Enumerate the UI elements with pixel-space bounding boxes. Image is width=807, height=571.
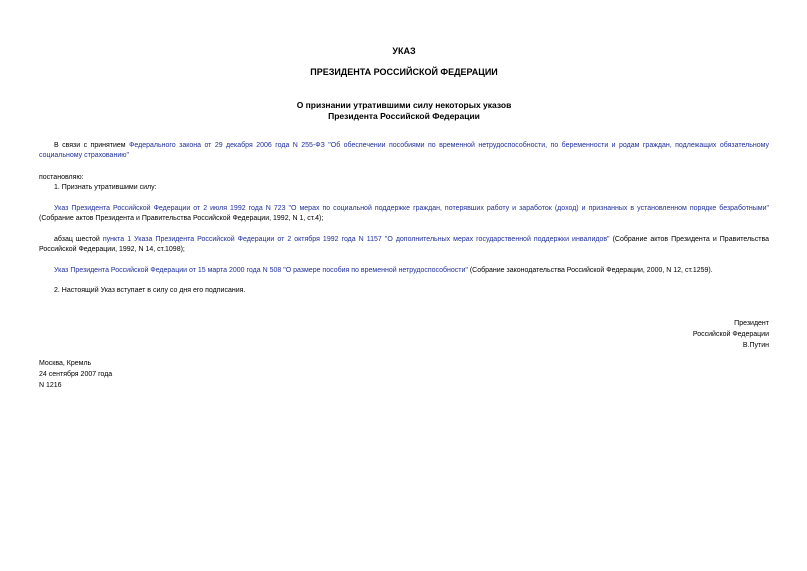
date-text: 24 сентября 2007 года xyxy=(39,371,113,378)
signature-block xyxy=(693,318,769,351)
preamble-text: В связи с принятием xyxy=(54,142,130,149)
document-issuer: ПРЕЗИДЕНТА РОССИЙСКОЙ ФЕДЕРАЦИИ xyxy=(310,67,498,77)
subitem-1 xyxy=(39,204,769,223)
signature-country: Российской Федерации xyxy=(692,331,769,338)
subitem-2-prefix: абзац шестой xyxy=(54,236,103,243)
subitem-2-suffix: (Собрание актов Президента и Правительства Российской Федерации, 1992, N 14, ст.1098); xyxy=(39,236,769,253)
document-page xyxy=(39,0,769,571)
subitem-2 xyxy=(39,235,769,254)
decree-1157-link[interactable]: пункта 1 Указа Президента Российской Федерации от 2 октября 1992 года N 1157 "О дополнительных мерах государственной поддержки инвалидов" xyxy=(102,236,610,243)
decree-508-link[interactable]: Указ Президента Российской Федерации от 15 марта 2000 года N 508 "О размере пособия по временной нетрудоспособности" xyxy=(54,267,468,274)
preamble-paragraph xyxy=(39,141,769,160)
subject-line-1: О признании утратившими силу некоторых указов xyxy=(296,100,512,110)
place-text: Москва, Кремль xyxy=(39,360,92,367)
decree-number: N 1216 xyxy=(39,382,62,389)
document-title: УКАЗ xyxy=(392,46,416,56)
subitem-3 xyxy=(39,266,769,276)
subitem-1-suffix: (Собрание актов Президента и Правительства Российской Федерации, 1992, N 1, ст.4); xyxy=(39,214,324,222)
federal-law-link[interactable]: Федерального закона от 29 декабря 2006 года N 255-ФЗ "Об обеспечении пособиями по временной нетрудоспособности, по беременности и родам граждан, подлежащих обязательному социальному страхованию" xyxy=(39,142,769,159)
subject-line-2: Президента Российской Федерации xyxy=(328,111,480,121)
document-subject xyxy=(39,100,769,122)
subitem-3-suffix: (Собрание законодательства Российской Федерации, 2000, N 12, ст.1259). xyxy=(467,267,713,274)
item-2-text: 2. Настоящий Указ вступает в силу со дня его подписания. xyxy=(54,287,246,294)
decree-723-link[interactable]: Указ Президента Российской Федерации от 2 июля 1992 года N 723 "О мерах по социальной поддержке граждан, потерявших работу и заработок (доход) и признанных в установленном порядке безработными" xyxy=(54,205,769,212)
place-date-block xyxy=(39,358,112,391)
signature-title: Президент xyxy=(734,320,769,327)
signature-name: В.Путин xyxy=(742,342,769,349)
decree-word: постановляю: xyxy=(39,174,84,181)
item-1-text: 1. Признать утратившими силу: xyxy=(54,184,157,191)
